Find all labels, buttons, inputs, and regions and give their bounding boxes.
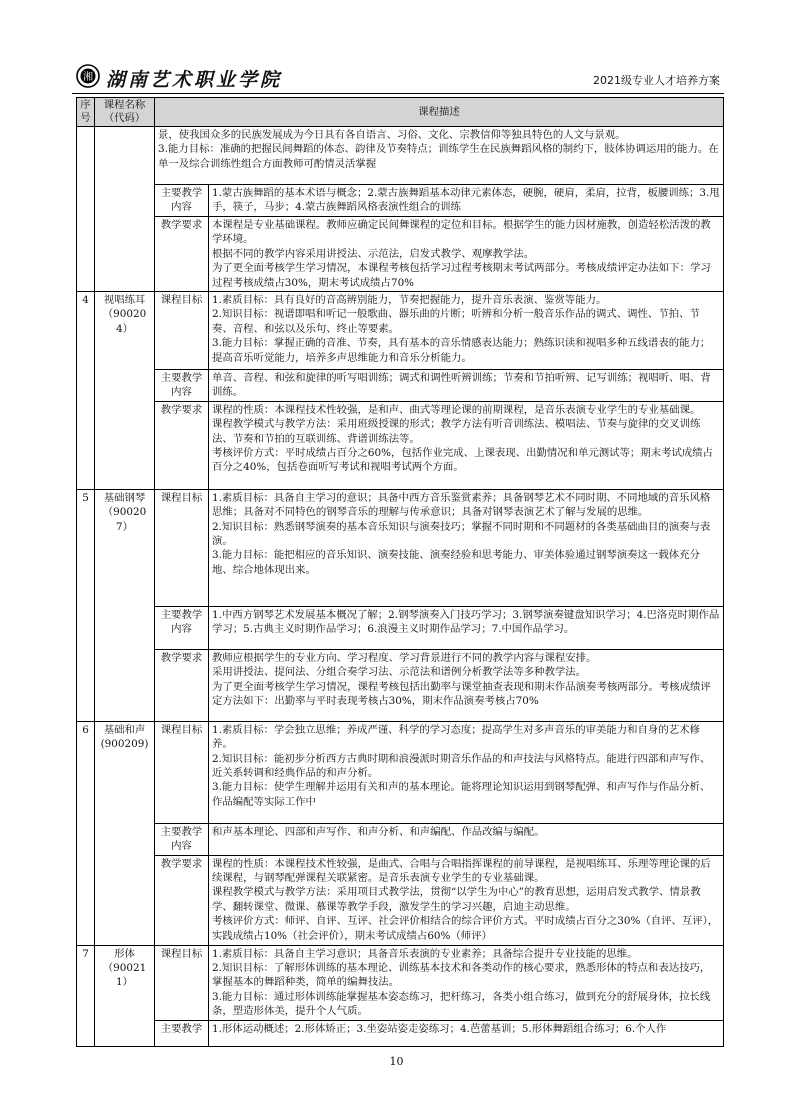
description-line: 根据不同的教学内容采用讲授法、示范法，启发式教学、观摩教学法。 bbox=[212, 247, 535, 260]
table-row bbox=[77, 185, 724, 217]
description-line: 为了更全面考核学生学习情况，本课程考核包括学习过程考核期末考试两部分。考核成绩评定办法如下：学习过程考核成绩占30%，期末考试成绩占70% bbox=[212, 262, 711, 289]
requirement-label: 教学要求 bbox=[160, 219, 203, 231]
content-description-cell bbox=[209, 823, 724, 855]
course-table bbox=[76, 97, 724, 1047]
row-number-cell bbox=[77, 721, 95, 945]
course-code: （900211） bbox=[102, 962, 147, 989]
goal-label: 课程目标 bbox=[160, 723, 203, 736]
course-name-cell bbox=[95, 721, 155, 945]
requirement-label: 教学要求 bbox=[160, 651, 203, 664]
table-row bbox=[77, 945, 724, 1020]
description-line: 为了更全面考核学生学习情况，课程考核包括出勤率与课堂抽查表现和期末作品演奏考核两部分。考核成绩评定方法如下：出勤率与平时表现考核占30%，期末作品演奏考核占70% bbox=[212, 680, 711, 708]
description-line: 单音、音程、和弦和旋律的听写唱训练；调式和调性听辨训练；节奏和节拍听辨、记写训练；视唱听、唱、背训练。 bbox=[212, 372, 711, 399]
row-number: 5 bbox=[82, 491, 89, 504]
content-description-cell bbox=[209, 185, 724, 217]
requirement-description-cell bbox=[209, 401, 724, 489]
content-label-cell bbox=[155, 370, 209, 402]
description-line: 1.中西方钢琴艺术发展基本概况了解；2.钢琴演奏入门技巧学习；3.钢琴演奏键盘知识学习；4.巴洛克时期作品学习；5.古典主义时期作品学习；6.浪漫主义时期作品学习；7.中国作品学习。 bbox=[212, 608, 720, 636]
content-description-cell bbox=[209, 1020, 724, 1046]
course-name-cell bbox=[95, 292, 155, 490]
description-line: 和声基本理论、四部和声写作、和声分析、和声编配、作品改编与编配。 bbox=[212, 825, 545, 838]
table-row bbox=[77, 217, 724, 292]
requirement-label: 教学要求 bbox=[160, 857, 203, 870]
description-line: 课程的性质：本课程技术性较强，是曲式、合唱与合唱指挥课程的前导课程，是视唱练耳、乐理等理论课的后续课程，与钢琴配弹课程关联紧密。是音乐表演专业学生的专业基础课。 bbox=[212, 857, 711, 885]
header-number: 序号 bbox=[77, 98, 95, 127]
content-label: 主要教学内容 bbox=[160, 187, 203, 214]
course-code: （900207） bbox=[102, 506, 147, 533]
row-number-cell bbox=[77, 127, 95, 292]
content-label-cell bbox=[155, 1020, 209, 1046]
description-line: 课程教学模式与教学方法：采用项目式教学法，贯彻“以学生为中心”的教育思想，运用启发式教学、情景教学、翻转课堂、微课、慕课等教学手段，激发学生的学习兴趣，启迪主动思维。 bbox=[212, 886, 701, 913]
row-number-cell bbox=[77, 292, 95, 490]
content-description-cell bbox=[209, 606, 724, 649]
content-label: 主要教学内容 bbox=[160, 372, 203, 399]
row-number: 4 bbox=[82, 294, 89, 307]
requirement-label-cell bbox=[155, 217, 209, 292]
description-line: 采用讲授法、提问法、分组合奏学习法、示范法和谱例分析教学法等多种教学法。 bbox=[212, 666, 587, 679]
description-line: 1.形体运动概述；2.形体矫正；3.坐姿站姿走姿练习；4.芭蕾基训；5.形体舞蹈组合练习；6.个人作 bbox=[212, 1022, 667, 1035]
description-line: 1.蒙古族舞蹈的基本术语与概念；2.蒙古族舞蹈基本动律元素体态，硬腕，硬肩，柔肩，拉背，板腰训练；3.甩手，筷子，马步；4.蒙古族舞蹈风格表演性组合的训练 bbox=[212, 187, 720, 214]
row-number: 6 bbox=[82, 723, 89, 736]
table-row bbox=[77, 855, 724, 945]
header-description: 课程描述 bbox=[155, 98, 724, 127]
requirement-label-cell bbox=[155, 855, 209, 945]
table-row bbox=[77, 1020, 724, 1046]
table-row bbox=[77, 401, 724, 489]
description-line: 景，使我国众多的民族发展成为今日具有各自语言、习俗、文化、宗教信仰等独具特色的人文与景观。 bbox=[158, 129, 626, 141]
content-label-cell bbox=[155, 185, 209, 217]
description-line: 1.素质目标：学会独立思维；养成严谨、科学的学习态度；提高学生对多声音乐的审美能力和自身的艺术修养。 bbox=[212, 723, 700, 751]
description-line: 3.能力目标：能把相应的音乐知识、演奏技能、演奏经验和思考能力、审美体验通过钢琴演奏这一载体充分地、综合地体现出来。 bbox=[212, 549, 700, 576]
table-row bbox=[77, 370, 724, 402]
goal-label-cell bbox=[155, 489, 209, 606]
school-name: 湖南艺术职业学院 bbox=[106, 69, 283, 91]
table-row bbox=[77, 721, 724, 823]
table-row bbox=[77, 489, 724, 606]
course-name-cell bbox=[95, 127, 155, 292]
description-line: 1.素质目标：具备自主学习的意识；具备中西方音乐鉴赏素养；具备钢琴艺术不同时期、不同地域的音乐风格思维；具备对不同特色的钢琴音乐的理解与传承意识；具备对钢琴表演艺术了解与发展的思维。 bbox=[212, 491, 711, 519]
content-label: 主要教学 bbox=[160, 1022, 203, 1035]
goal-description-cell bbox=[155, 127, 724, 185]
course-name: 基础和声 bbox=[103, 723, 146, 736]
description-line: 1.素质目标：具有良好的音高辨别能力，节奏把握能力，提升音乐表演、鉴赏等能力。 bbox=[212, 294, 607, 307]
description-line: 1.素质目标：具备自主学习意识；具备音乐表演的专业素养；具备综合提升专业技能的思维。 bbox=[212, 947, 638, 960]
course-code: (900209) bbox=[100, 738, 149, 751]
course-name-cell bbox=[95, 489, 155, 721]
goal-label-cell bbox=[155, 721, 209, 823]
header-rule bbox=[72, 93, 724, 94]
goal-description-cell bbox=[209, 292, 724, 370]
school-logo-icon bbox=[76, 64, 100, 88]
course-name: 形体 bbox=[114, 947, 135, 960]
description-line: 2.知识目标：了解形体训练的基本理论、训练基本技术和各类动作的核心要求，熟悉形体的特点和表达技巧，掌握基本的舞蹈种类，简单的编舞技法。 bbox=[212, 962, 711, 989]
content-label-cell bbox=[155, 823, 209, 855]
table-row bbox=[77, 649, 724, 721]
row-number-cell bbox=[77, 489, 95, 721]
requirement-label-cell bbox=[155, 401, 209, 489]
header-course-name: 课程名称（代码） bbox=[95, 98, 155, 127]
content-label: 主要教学内容 bbox=[160, 608, 203, 636]
course-name-cell bbox=[95, 945, 155, 1046]
course-name: 视唱练耳 bbox=[103, 294, 146, 307]
content-label: 主要教学内容 bbox=[160, 825, 203, 853]
requirement-label: 教学要求 bbox=[160, 403, 203, 416]
row-number-cell bbox=[77, 945, 95, 1046]
goal-description-cell bbox=[209, 945, 724, 1020]
description-line: 2.知识目标：熟悉钢琴演奏的基本音乐知识与演奏技巧；掌握不同时期和不同题材的各类基础曲目的演奏与表演。 bbox=[212, 520, 711, 548]
course-code: （900204） bbox=[102, 308, 147, 335]
course-name: 基础钢琴 bbox=[103, 491, 146, 504]
table-header-row bbox=[77, 98, 724, 127]
requirement-label-cell bbox=[155, 649, 209, 721]
description-line: 3.能力目标：掌握正确的音准、节奏，具有基本的音乐情感表达能力；熟练识读和视唱多种五线谱表的能力；提高音乐听觉能力，培养多声思维能力和音乐分析能力。 bbox=[212, 337, 711, 364]
row-number: 7 bbox=[82, 947, 89, 960]
page-number: 10 bbox=[389, 1055, 404, 1068]
description-line: 教师应根据学生的专业方向、学习程度、学习背景进行不同的教学内容与课程安排。 bbox=[212, 651, 597, 664]
description-line: 考核评价方式：师评、自评、互评、社会评价相结合的综合评价方式。平时成绩占百分之30%（自评、互评），实践成绩占10%（社会评价），期末考试成绩占60%（师评） bbox=[212, 915, 719, 942]
requirement-description-cell bbox=[209, 649, 724, 721]
table-row bbox=[77, 606, 724, 649]
goal-label: 课程目标 bbox=[160, 294, 203, 307]
table-row bbox=[77, 127, 724, 185]
description-line: 考核评价方式：平时成绩占百分之60%，包括作业完成、上课表现、出勤情况和单元测试等；期末考试成绩占百分之40%，包括卷面听写考试和视唱考试两个方面。 bbox=[212, 447, 714, 474]
description-line: 本课程是专业基础课程。教师应确定民间舞课程的定位和目标。根据学生的能力因材施教，创造轻松活泼的教学环境。 bbox=[212, 219, 711, 246]
requirement-description-cell bbox=[209, 855, 724, 945]
goal-description-cell bbox=[209, 721, 724, 823]
school-logo-glyph: 湘 bbox=[83, 72, 93, 83]
description-line: 课程的性质：本课程技术性较强，是和声、曲式等理论课的前期课程，是音乐表演专业学生的专业基础课。 bbox=[212, 403, 701, 416]
page-header bbox=[72, 64, 724, 92]
requirement-description-cell bbox=[209, 217, 724, 292]
goal-label: 课程目标 bbox=[160, 947, 203, 960]
description-line: 2.知识目标：视谱即唱和听记一般歌曲、器乐曲的片断；听辨和分析一般音乐作品的调式、调性、节拍、节奏、音程、和弦以及乐句、终止等要素。 bbox=[212, 308, 700, 335]
goal-label: 课程目标 bbox=[160, 491, 203, 504]
document-title: 2021级专业人才培养方案 bbox=[593, 74, 720, 87]
goal-label-cell bbox=[155, 945, 209, 1020]
goal-description-cell bbox=[209, 489, 724, 606]
table-row bbox=[77, 292, 724, 370]
description-line: 3.能力目标：准确的把握民间舞蹈的体态、韵律及节奏特点；训练学生在民族舞蹈风格的制约下，肢体协调运用的能力。在单一及综合训练性组合方面教师可酌情灵活掌握 bbox=[158, 143, 719, 170]
description-line: 3.能力目标：通过形体训练能掌握基本姿态练习，把杆练习，各类小组合练习，做到充分的舒展身体，拉长线条，塑造形体美，提升个人气质。 bbox=[212, 990, 711, 1018]
content-description-cell bbox=[209, 370, 724, 402]
description-line: 课程教学模式与教学方法：采用班级授课的形式；教学方法有听音训练法、模唱法、节奏与旋律的交叉训练法、节奏和节拍的互联训练、背谱训练法等。 bbox=[212, 418, 701, 445]
content-label-cell bbox=[155, 606, 209, 649]
goal-label-cell bbox=[155, 292, 209, 370]
description-line: 3.能力目标：使学生理解并运用有关和声的基本理论。能将理论知识运用到钢琴配弹、和声写作与作品分析、作品编配等实际工作中 bbox=[212, 781, 711, 808]
table-row bbox=[77, 823, 724, 855]
description-line: 2.知识目标：能初步分析西方古典时期和浪漫派时期音乐作品的和声技法与风格特点。能进行四部和声写作、近关系转调和经典作品的和声分析。 bbox=[212, 752, 711, 780]
